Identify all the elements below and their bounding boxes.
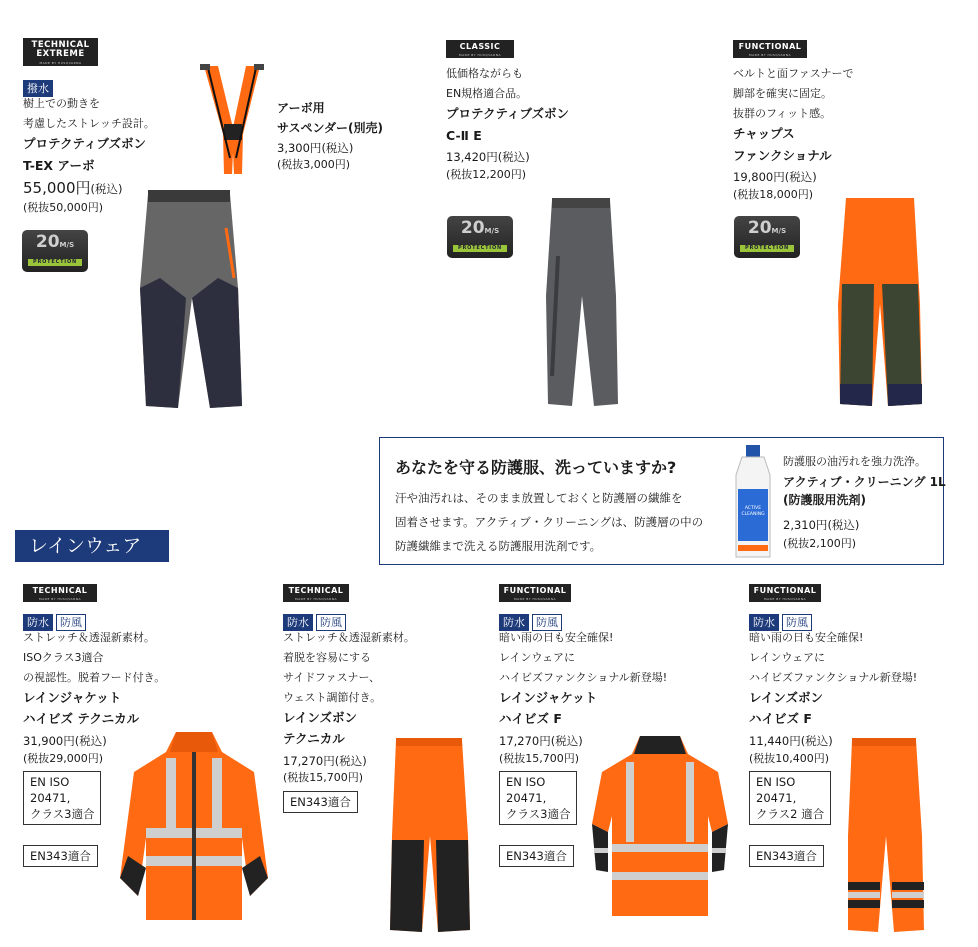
protection-value: 20 (35, 232, 60, 252)
tag-waterproof: 防水 (749, 614, 779, 631)
certification-line: EN343適合 (756, 849, 817, 863)
description-line: サイドファスナー、 (283, 671, 381, 684)
rain-jacket-technical-image (118, 728, 270, 924)
price-tax: (税込) (74, 734, 107, 748)
description-line: 暗い雨の日も安全確保! (749, 631, 864, 644)
rain-pants-technical-image (384, 736, 476, 934)
description-line: 考慮したストレッチ設計。 (23, 117, 155, 130)
price-tax: (税込) (827, 518, 860, 532)
certification-line: EN343適合 (30, 849, 91, 863)
price-value: 19,800円 (733, 170, 785, 184)
price-tax: (税込) (800, 734, 833, 748)
protection-label: PROTECTION (453, 245, 507, 252)
price-value: 17,270円 (499, 734, 551, 748)
product-name: ハイビズ F (749, 711, 812, 726)
product-name: チャップス (733, 126, 795, 141)
product-name: プロテクティブズボン (23, 136, 147, 151)
certification-line: 20471, (506, 791, 547, 805)
price-value: 3,300円 (277, 141, 322, 155)
price-value: 55,000円 (23, 179, 91, 197)
suspender-image (196, 62, 268, 177)
badge-sub: MADE BY HUSQVARNA (764, 597, 806, 601)
certification-box (499, 845, 574, 867)
chaps-image (830, 194, 926, 410)
product-name: レインズボン (283, 710, 358, 725)
certification-line: クラス3適合 (506, 807, 571, 821)
tag-windproof: 防風 (782, 614, 812, 631)
cleaning-body-line: 防護繊維まで洗える防護服用洗剤です。 (395, 539, 602, 553)
product-name: ハイビズ テクニカル (23, 711, 140, 726)
rain-jacket-functional-image (590, 732, 730, 920)
product-name: レインジャケット (499, 690, 598, 705)
product-name: アクティブ・クリーニング 1L (783, 475, 946, 489)
cleaning-body-line: 固着させます。アクティブ・クリーニングは、防護層の中の (395, 515, 704, 529)
badge-sub: MADE BY HUSQVARNA (459, 53, 501, 57)
price-ex-tax: (税抜50,000円) (23, 201, 104, 214)
tag-water-repellent: 撥水 (23, 80, 53, 97)
badge-technical (23, 584, 97, 602)
badge-sub: MADE BY HUSQVARNA (514, 597, 556, 601)
protection-label: PROTECTION (740, 245, 794, 252)
certification-box (23, 845, 98, 867)
product-name: レインジャケット (23, 690, 122, 705)
cleaning-heading: あなたを守る防護服、洗っていますか? (395, 458, 677, 477)
cleaning-bottle-image (732, 445, 774, 559)
badge-functional (733, 40, 807, 58)
badge-label: TECHNICAL (288, 586, 344, 595)
description-line: 抜群のフィット感。 (733, 107, 832, 120)
price-value: 11,440円 (749, 734, 801, 748)
price-ex-tax: (税抜18,000円) (733, 188, 814, 201)
price-tax: (税込) (497, 150, 530, 164)
price-ex-tax: (税抜2,100円) (783, 537, 857, 550)
description-line: ストレッチ＆透湿新素材。 (23, 631, 155, 644)
product-name: T-EX アーボ (23, 158, 95, 173)
certification-line: クラス2 適合 (756, 807, 825, 821)
protection-label: PROTECTION (28, 259, 82, 266)
badge-sub: MADE BY HUSQVARNA (295, 597, 337, 601)
bottle-label: CLEANING (741, 512, 765, 517)
price-ex-tax: (税抜12,200円) (446, 168, 527, 181)
badge-classic (446, 40, 514, 58)
price (499, 730, 583, 751)
price (446, 146, 530, 167)
certification-line: EN ISO (506, 775, 546, 789)
protection-badge (734, 216, 800, 258)
description-line: ISOクラス3適合 (23, 651, 104, 664)
tag-waterproof: 防水 (283, 614, 313, 631)
price-tax: (税込) (334, 754, 367, 768)
badge-label: TECHNICAL EXTREME (31, 40, 90, 59)
price (283, 750, 367, 771)
certification-line: クラス3適合 (30, 807, 95, 821)
certification-box (283, 791, 358, 813)
description-line: EN規格適合品。 (446, 87, 528, 100)
description-line: ハイビズファンクショナル新登場! (499, 671, 668, 684)
description-line: 樹上での動きを (23, 97, 100, 110)
protection-unit: M/S (771, 227, 787, 235)
tag-waterproof: 防水 (23, 614, 53, 631)
price (783, 514, 859, 535)
description-line: 脚部を確実に固定。 (733, 87, 832, 100)
cleaning-body (395, 486, 703, 558)
certification-box (23, 771, 101, 825)
price (749, 730, 833, 751)
badge-sub: MADE BY HUSQVARNA (39, 597, 81, 601)
description-line: レインウェアに (499, 651, 576, 664)
section-title: レインウェア (15, 530, 169, 562)
price-tax: (税込) (550, 734, 583, 748)
tag-windproof: 防風 (316, 614, 346, 631)
price-tax: (税込) (784, 170, 817, 184)
bottle-label: ACTIVE (744, 506, 762, 511)
certification-box (499, 771, 577, 825)
description-line: 暗い雨の日も安全確保! (499, 631, 614, 644)
protection-unit: M/S (484, 227, 500, 235)
classic-pants-image (538, 196, 622, 410)
badge-functional (749, 584, 821, 602)
protection-value: 20 (747, 218, 772, 238)
badge-label: TECHNICAL (32, 586, 88, 595)
protection-value: 20 (460, 218, 485, 238)
price-value: 31,900円 (23, 734, 75, 748)
price-ex-tax: (税抜15,700円) (283, 771, 364, 784)
product-name: (防護服用洗剤) (783, 493, 866, 507)
product-name: C-Ⅱ E (446, 128, 482, 143)
texp-pants-image (130, 188, 246, 412)
certification-line: EN ISO (756, 775, 796, 789)
tag-waterproof: 防水 (499, 614, 529, 631)
certification-box (749, 771, 831, 825)
price-tax: (税込) (90, 182, 123, 196)
price (23, 178, 122, 199)
rain-pants-functional-image (842, 736, 928, 934)
certification-line: 20471, (30, 791, 71, 805)
badge-functional (499, 584, 571, 602)
product-name: サスペンダー(別売) (277, 121, 384, 135)
badge-technical (283, 584, 349, 602)
badge-technical-extreme (23, 38, 98, 66)
price-tax: (税込) (321, 141, 354, 155)
protection-badge (447, 216, 513, 258)
description-line: ストレッチ＆透湿新素材。 (283, 631, 415, 644)
certification-line: EN343適合 (506, 849, 567, 863)
certification-line: EN343適合 (290, 795, 351, 809)
price-ex-tax: (税抜29,000円) (23, 752, 104, 765)
description-line: 着脱を容易にする (283, 651, 371, 664)
product-name: プロテクティブズボン (446, 106, 570, 121)
product-name: テクニカル (283, 731, 345, 746)
certification-line: 20471, (756, 791, 797, 805)
description-line: 低価格ながらも (446, 67, 523, 80)
badge-label: FUNCTIONAL (753, 586, 817, 595)
price (277, 137, 353, 158)
protection-unit: M/S (59, 241, 75, 249)
description-line: の視認性。脱着フード付き。 (23, 671, 166, 684)
badge-label: FUNCTIONAL (738, 42, 802, 51)
cleaning-body-line: 汗や油汚れは、そのまま放置しておくと防護層の繊維を (395, 491, 683, 505)
badge-label: CLASSIC (459, 42, 501, 51)
product-name: ハイビズ F (499, 711, 562, 726)
price-value: 2,310円 (783, 518, 828, 532)
price (23, 730, 107, 751)
certification-line: EN ISO (30, 775, 70, 789)
protection-badge (22, 230, 88, 272)
badge-sub: MADE BY HUSQVARNA (39, 61, 82, 65)
product-name: ファンクショナル (733, 148, 832, 163)
cleaning-note: 防護服の油汚れを強力洗浄。 (783, 455, 926, 468)
tag-windproof: 防風 (56, 614, 86, 631)
tag-windproof: 防風 (532, 614, 562, 631)
price (733, 166, 817, 187)
description-line: ハイビズファンクショナル新登場! (749, 671, 918, 684)
product-name: アーボ用 (277, 101, 325, 115)
price-ex-tax: (税抜3,000円) (277, 158, 351, 171)
description-line: ウェスト調節付き。 (283, 691, 382, 704)
certification-box (749, 845, 824, 867)
price-value: 13,420円 (446, 150, 498, 164)
price-ex-tax: (税抜10,400円) (749, 752, 830, 765)
price-ex-tax: (税抜15,700円) (499, 752, 580, 765)
badge-label: FUNCTIONAL (503, 586, 567, 595)
description-line: ベルトと面ファスナーで (733, 67, 854, 80)
product-name: レインズボン (749, 690, 824, 705)
badge-sub: MADE BY HUSQVARNA (749, 53, 791, 57)
price-value: 17,270円 (283, 754, 335, 768)
description-line: レインウェアに (749, 651, 826, 664)
